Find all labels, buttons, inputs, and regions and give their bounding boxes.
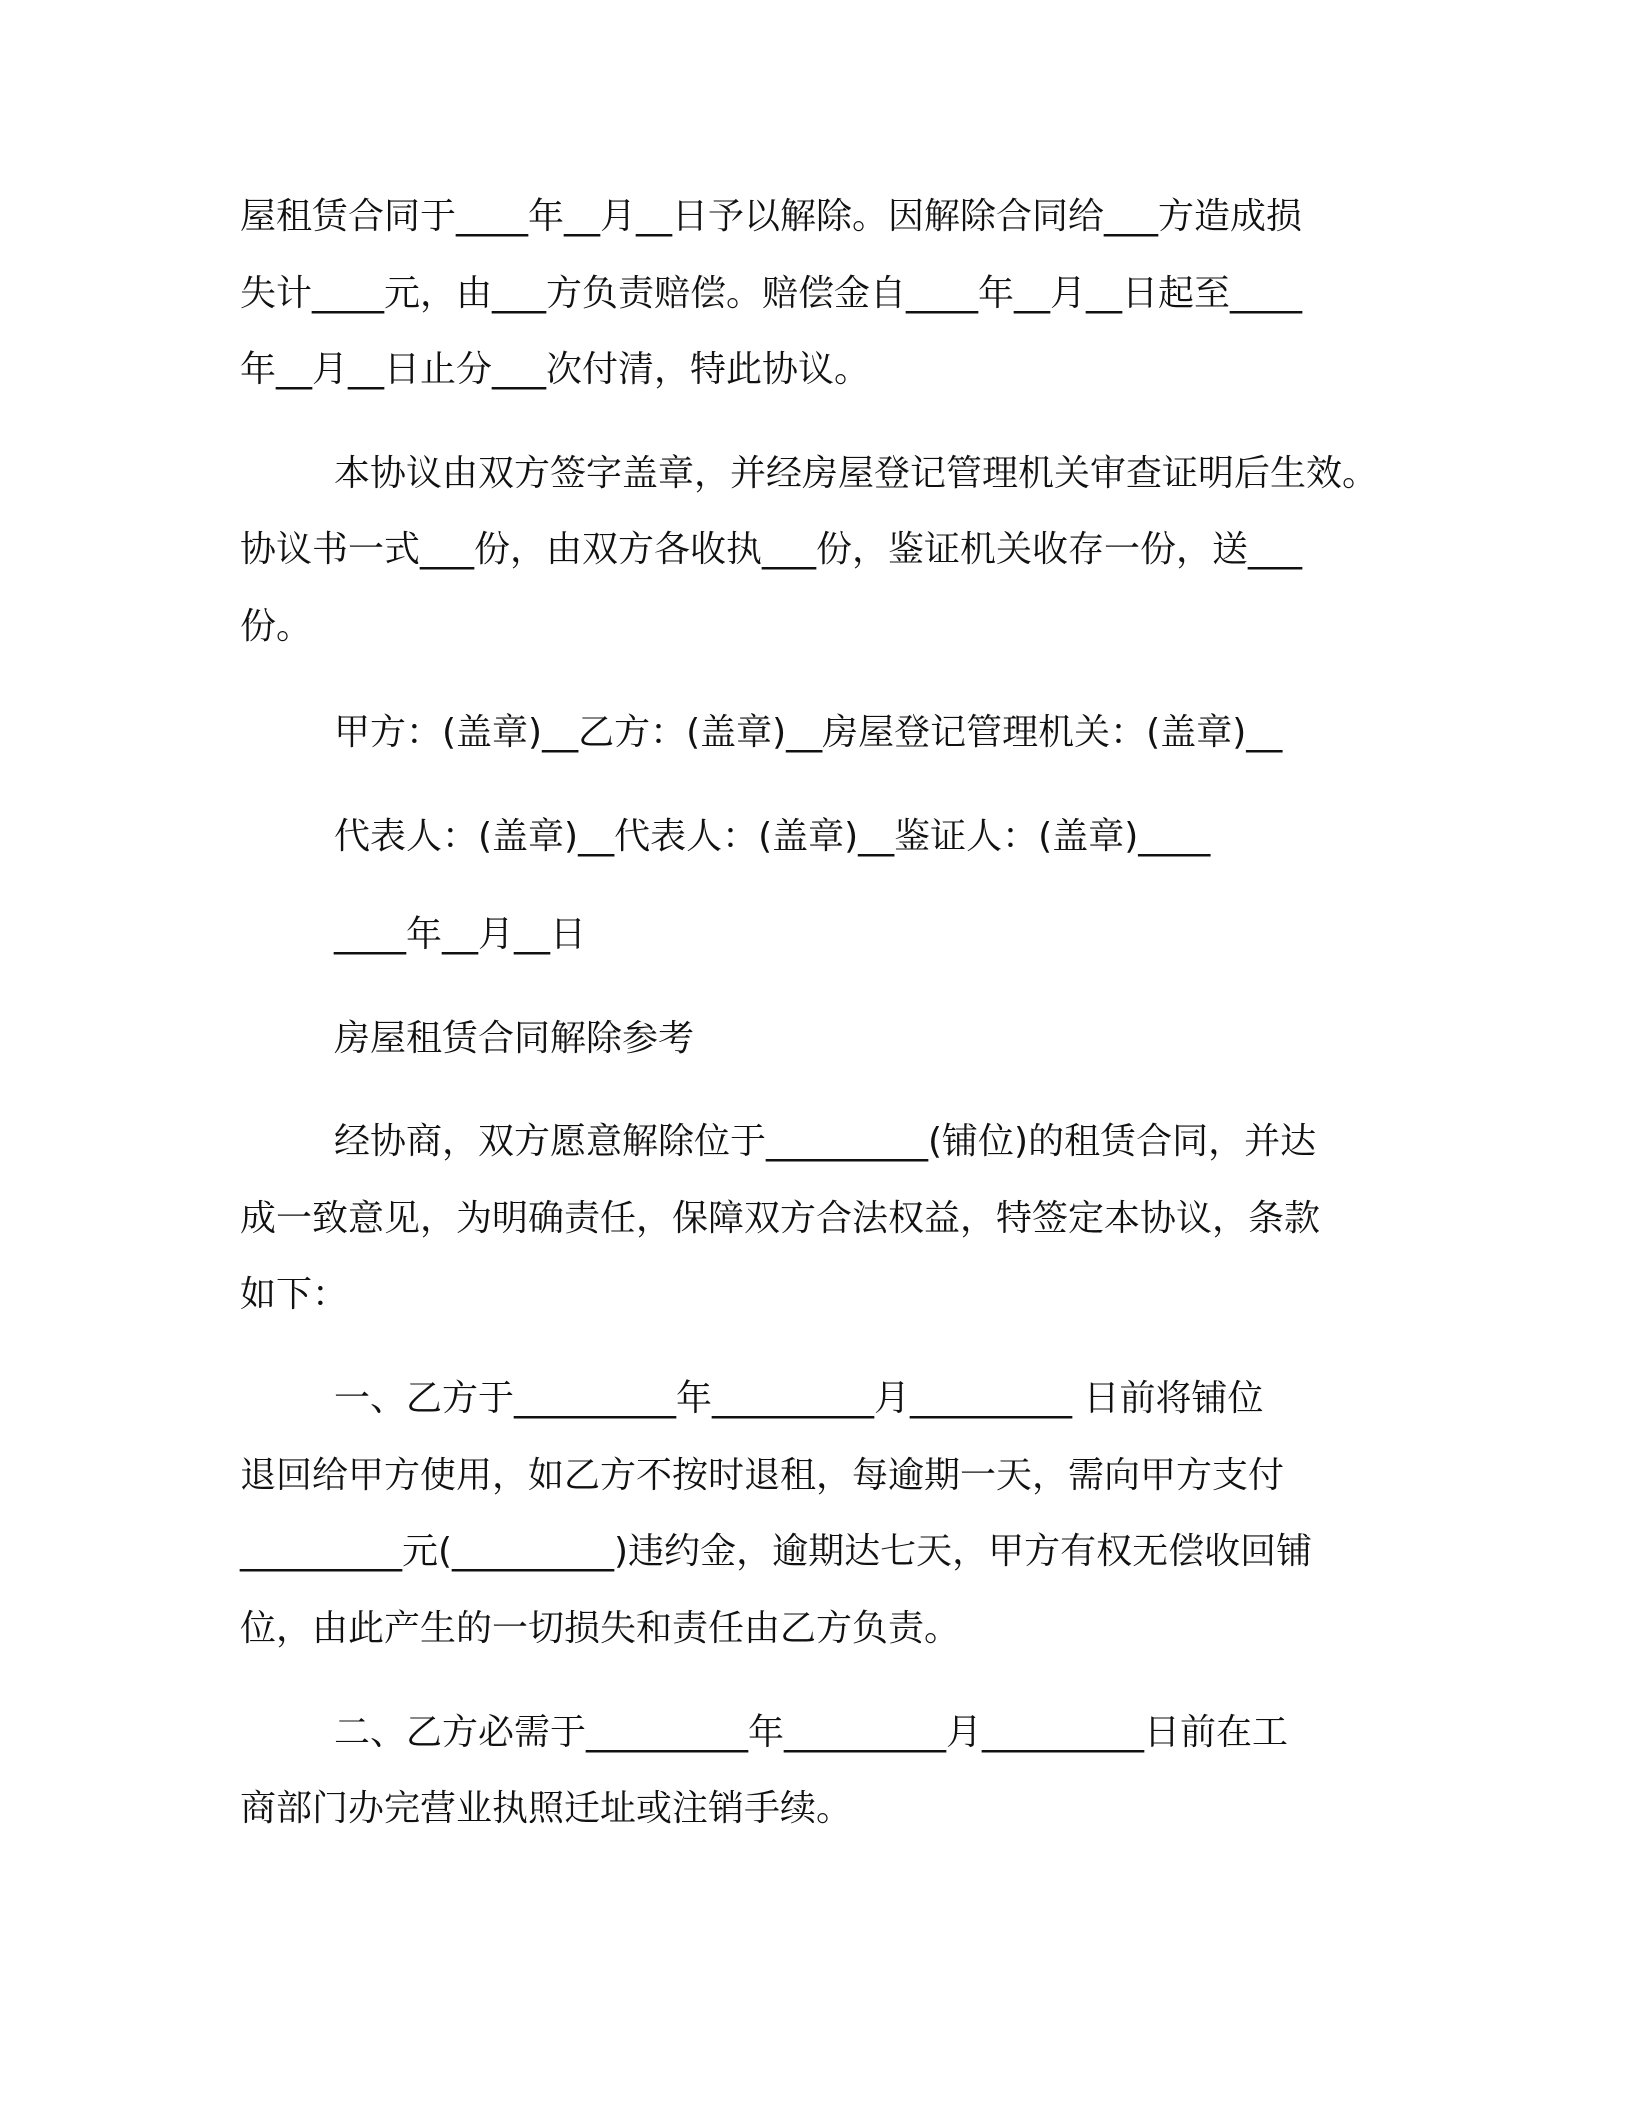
para1-line-3: 年__月__日止分___次付清，特此协议。 (240, 349, 871, 390)
clause2-line-1: 二、乙方必需于_________年_________月_________日前在工 (334, 1712, 1289, 1753)
clause2-line-2: 商部门办完营业执照迁址或注销手续。 (240, 1788, 853, 1829)
signature-line-1: 甲方：(盖章)__乙方：(盖章)__房屋登记管理机关：(盖章)__ (334, 712, 1283, 753)
clause1-line-4: 位，由此产生的一切损失和责任由乙方负责。 (240, 1608, 961, 1649)
para1-line-1: 屋租赁合同于____年__月__日予以解除。因解除合同给___方造成损 (240, 196, 1303, 237)
para2-line-3: 份。 (240, 606, 313, 647)
para1-line-2: 失计____元，由___方负责赔偿。赔偿金自____年__月__日起至____ (240, 273, 1303, 314)
para3-line-3: 如下： (240, 1274, 349, 1315)
clause1-line-1: 一、乙方于_________年_________月_________ 日前将铺位 (334, 1378, 1264, 1419)
signature-line-2: 代表人：(盖章)__代表人：(盖章)__鉴证人：(盖章)____ (334, 816, 1211, 857)
clause1-line-2: 退回给甲方使用，如乙方不按时退租，每逾期一天，需向甲方支付 (240, 1455, 1285, 1496)
para3-line-2: 成一致意见，为明确责任，保障双方合法权益，特签定本协议，条款 (240, 1198, 1321, 1239)
para3-line-1: 经协商，双方愿意解除位于_________(铺位)的租赁合同，并达 (334, 1121, 1317, 1162)
section-title: 房屋租赁合同解除参考 (334, 1018, 695, 1059)
clause1-line-3: _________元(_________)违约金，逾期达七天，甲方有权无偿收回铺 (240, 1531, 1313, 1572)
para2-line-1: 本协议由双方签字盖章，并经房屋登记管理机关审查证明后生效。 (334, 453, 1379, 494)
date-line: ____年__月__日 (334, 914, 587, 955)
para2-line-2: 协议书一式___份，由双方各收执___份，鉴证机关收存一份，送___ (240, 529, 1303, 570)
